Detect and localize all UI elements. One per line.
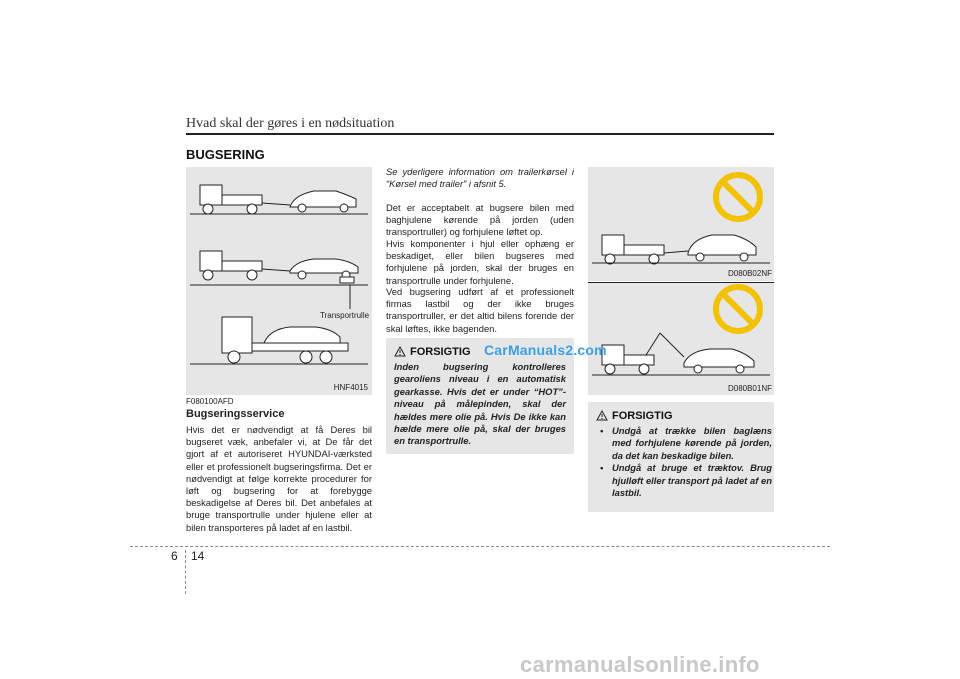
figure-code-right-1: D080B02NF (727, 269, 772, 278)
warning-triangle-icon (596, 410, 608, 421)
header-rule (186, 133, 774, 135)
transport-dolly-label: Transportrulle (320, 311, 370, 320)
chapter-header-title: Hvad skal der gøres i en nødsituation (186, 116, 395, 131)
mid-paragraph-1: Det er acceptabelt at bugsere bilen med baghjulene kørende på jorden (uden transportruller) og forhjulene løftet op. (386, 202, 574, 238)
caution-item: • Undgå at bruge et træktov. Brug hjulløft eller transport på ladet af en lastbil. (606, 462, 772, 499)
caution-title-right: FORSIGTIG (612, 410, 673, 422)
caution-text-mid: Inden bugsering kontrolleres gearoliens niveau i en automatisk gearkasse. Hvis det er under “HOT”-niveau på målepinden, skal der hældes mere olie på. Hvis De ikke kan hælde mere olie på, skal der bruges en transportrulle. (394, 361, 566, 447)
towing-service-paragraph: Hvis det er nødvendigt at få Deres bil bugseret væk, anbefaler vi, at De får det gjort af et autoriseret HYUNDAI-værksted eller et professionelt bugseringsfirma. Det er nødvendigt at følge korrekte procedurer for løft og bugsering for at forebygge beskadigelse af Deres bil. Det anbefales at bruge transportrulle under hjulene eller at bilen transporteres på ladet af en lastbil. (186, 424, 372, 533)
no-entry-icon (716, 287, 760, 331)
watermark-carmanuals2: CarManuals2.com (484, 342, 607, 358)
footer-dashed-rule (130, 546, 830, 547)
mid-paragraph-2: Hvis komponenter i hjul eller ophæng er beskadiget, eller bilen bugseres med forhjulene på jorden, skal der bruges en transportrulle under forhjulene. (386, 238, 574, 286)
mid-paragraph-3: Ved bugsering udført af et professionelt firmas lastbil og der ikke bruges transportruller, er det altid bilens forende der skal løftes, ikke bagenden. (386, 286, 574, 334)
warning-triangle-icon (394, 346, 406, 357)
prohibited-towing-figure-2 (588, 283, 774, 395)
doc-code: F080100AFD (186, 397, 234, 406)
page-number: 14 (191, 549, 205, 563)
towing-methods-figure (186, 167, 372, 395)
prohibited-towing-figure-1 (588, 167, 774, 281)
prohibited-towing-illustration-1 (588, 167, 774, 281)
subheading: Bugseringsservice (186, 408, 285, 420)
footer-dashed-divider (185, 550, 186, 594)
figure-code-right-2: D080B01NF (727, 384, 772, 393)
prohibited-towing-illustration-2 (588, 283, 774, 395)
caution-title-mid: FORSIGTIG (410, 346, 471, 358)
figure-code-left: HNF4015 (333, 383, 368, 392)
section-title: BUGSERING (186, 147, 265, 162)
caution-box-towing (588, 402, 774, 512)
footer-watermark: carmanualsonline.info (520, 652, 760, 677)
towing-illustration (186, 167, 372, 395)
chapter-number: 6 (171, 549, 178, 563)
no-entry-icon (716, 175, 760, 219)
caution-list-right (596, 425, 772, 499)
trailer-reference-note: Se yderligere information om trailerkørsel i “Kørsel med trailer” i afsnit 5. (386, 166, 574, 190)
caution-item: • Undgå at trække bilen baglæns med forhjulene kørende på jorden, da det kan beskadige bilen. (606, 425, 772, 462)
